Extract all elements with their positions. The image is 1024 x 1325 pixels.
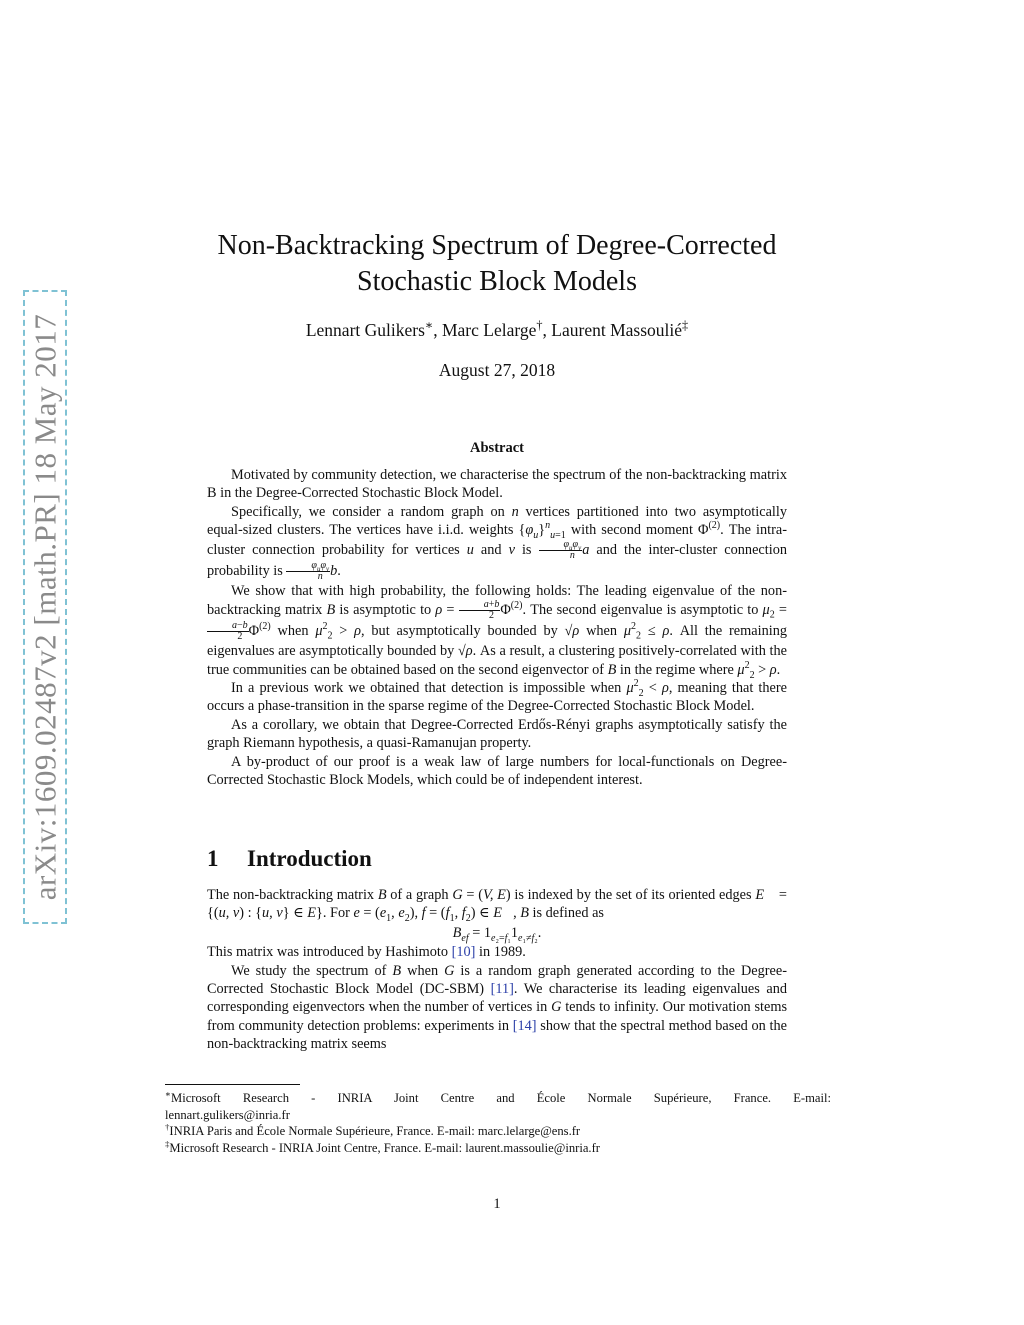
abstract-body <box>207 466 787 789</box>
abstract-paragraph-6: A by-product of our proof is a weak law of large numbers for local-functionals on Degree-Corrected Stochastic Block Models, which could be of independent interest. <box>207 753 787 788</box>
paper-title <box>160 228 834 300</box>
footnote-2-text: INRIA Paris and École Normale Supérieure, France. E-mail: marc.lelarge@ens.fr <box>169 1124 581 1139</box>
abstract-paragraph-1: Motivated by community detection, we characterise the spectrum of the non-backtracking matrix B in the Degree-Corrected Stochastic Block Model. <box>207 467 787 502</box>
section-title: Introduction <box>247 846 372 871</box>
citation-14[interactable]: [14] <box>512 1017 537 1034</box>
footnote-1 <box>165 1090 831 1107</box>
footnote-1-mark: ∗ <box>165 1088 171 1099</box>
author-3-mark: ‡ <box>682 318 689 333</box>
title-line-1: Non-Backtracking Spectrum of Degree-Corrected <box>217 230 777 261</box>
author-1: Lennart Gulikers <box>305 320 425 340</box>
footnote-1-text: Microsoft Research - INRIA Joint Centre and École Normale Supérieure, France. E-mail: <box>171 1091 831 1105</box>
citation-10[interactable]: [10] <box>451 944 476 961</box>
abstract-paragraph-3: We show that with high probability, the following holds: The leading eigenvalue of the non-backtracking matrix B is asymptotic to ρ = $\frac{a+b}{2}$ $\Phi^{(2)}$. The second eigenvalue is asymptotic to $\mu_2$ = $\frac{a-b}{2}$ $\Phi^{(2)}$ when $\mu^2_2 > \rho$, but asymptotically bounded by √ρ when $\mu^2_2 \le \rho$. All the remaining eigenvalues are asymptotically bounded by √ρ. As a result, a clustering positively-correlated with the true communities can be obtained based on the second eigenvector of B in the regime where $\mu^2_2 > \rho$. <box>207 582 787 681</box>
intro-paragraph-2: This matrix was introduced by Hashimoto [10] in 1989. <box>207 944 526 961</box>
introduction-body <box>207 886 787 1054</box>
author-list <box>160 320 834 341</box>
footnotes <box>165 1090 831 1156</box>
intro-hashimoto-text: This matrix was introduced by Hashimoto <box>207 944 449 961</box>
arxiv-stamp-text: arXiv:1609.02487v2 [math.PR] 18 May 2017 <box>27 313 63 901</box>
footnote-2 <box>165 1123 831 1140</box>
citation-11[interactable]: [11] <box>490 981 514 998</box>
abstract-heading: Abstract <box>470 440 524 456</box>
equation-b-ef: $B_{ef} = 1_{e_2=f_1}1_{e_1\ne f_2}$. <box>452 924 542 944</box>
page-number: 1 <box>493 1196 501 1212</box>
paper-date: August 27, 2018 <box>438 360 556 380</box>
arxiv-stamp <box>23 290 67 924</box>
footnote-3 <box>165 1140 831 1157</box>
author-3: , Laurent Massoulié <box>542 320 683 340</box>
footnote-1-email: lennart.gulikers@inria.fr <box>165 1107 290 1122</box>
author-2: , Marc Lelarge <box>433 320 537 340</box>
intro-paragraph-1: The non-backtracking matrix B of a graph G = (V, E) is indexed by the set of its oriented edges E⃗ = {(u, v) : {u, v} ∈ E}. For $e = (e_1$, $e_2$), $f = (f_1$, $f_2$) ∈ E⃗, B is defined as <box>207 887 787 925</box>
footnote-rule <box>165 1084 300 1085</box>
abstract-paragraph-2: Specifically, we consider a random graph on n vertices partitioned into two asymptotically equal-sized clusters. The vertices have i.i.d. weights $\{\varphi_u\}^n_{u=1}$ with second moment $\Phi^{(2)}$. The intra-cluster connection probability for vertices u and v is $\frac{\varphi_u\varphi_v}{n}$ a and the inter-cluster connection probability is $\frac{\varphi_u\varphi_v}{n}$ b. <box>207 503 788 582</box>
abstract-paragraph-5: As a corollary, we obtain that Degree-Corrected Erdős-Rényi graphs asymptotically satisfy the graph Riemann hypothesis, a quasi-Ramanujan property. <box>207 716 787 752</box>
intro-paragraph-3: We study the spectrum of B when G is a random graph generated according to the Degree-Corrected Stochastic Block Model (DC-SBM) [11]. We characterise its leading eigenvalues and corresponding eigenvectors when the number of vertices in G tends to infinity. Our motivation stems from community detection problems: experiments in [14] show that the spectral method based on the non-backtracking matrix seems <box>207 962 788 1053</box>
section-heading <box>207 846 372 872</box>
abstract-paragraph-4: In a previous work we obtained that detection is impossible when $\mu^2_2 < \rho$, meaning that there occurs a phase-transition in the sparse regime of the Degree-Corrected Stochastic Block Model. <box>207 678 787 715</box>
title-line-2: Stochastic Block Models <box>357 266 637 297</box>
section-number: 1 <box>207 846 219 871</box>
footnote-3-mark: ‡ <box>165 1138 170 1149</box>
author-2-mark: † <box>536 318 543 333</box>
footnote-3-text: Microsoft Research - INRIA Joint Centre, France. E-mail: laurent.massoulie@inria.fr <box>169 1140 600 1155</box>
footnote-2-mark: † <box>165 1122 170 1132</box>
author-1-mark: ∗ <box>424 318 434 333</box>
